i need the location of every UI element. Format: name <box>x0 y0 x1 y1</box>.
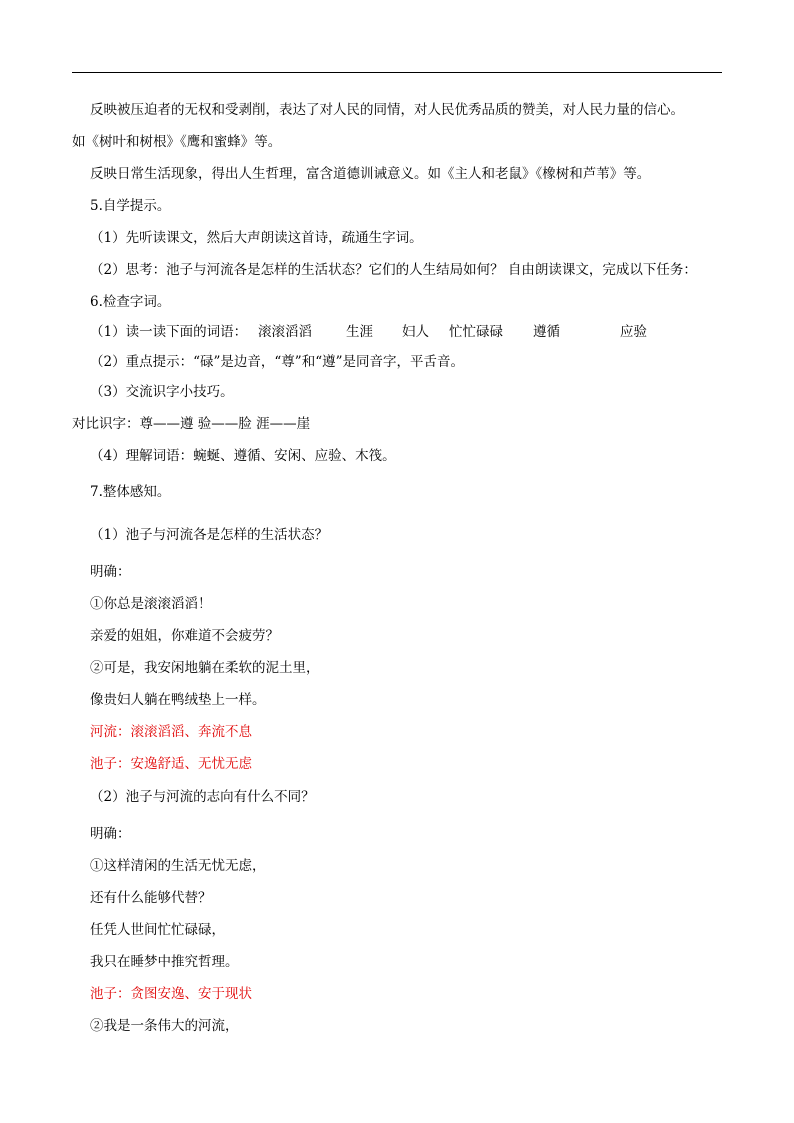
poem-line-7: 任凭人世间忙忙碌碌， <box>90 922 225 938</box>
question-1: （1）池子与河流各是怎样的生活状态？ <box>90 527 329 543</box>
poem-line-2: 亲爱的姐姐，你难道不会疲劳？ <box>90 628 279 644</box>
poem-line-8: 我只在睡梦中推究哲理。 <box>90 954 239 970</box>
vocab-word-1: 滚滚滔滔 <box>258 324 312 340</box>
character-comparison: 对比识字：尊——遵 验——脸 涯——崖 <box>72 416 311 432</box>
header-rule <box>72 72 722 73</box>
section-7-heading: 7.整体感知。 <box>90 484 171 500</box>
paragraph-oppressed-line-1: 反映被压迫者的无权和受剥削，表达了对人民的同情，对人民优秀品质的赞美，对人民力量的信心。 <box>90 102 684 118</box>
character-tips: （3）交流识字小技巧。 <box>90 384 234 400</box>
poem-line-4: 像贵妇人躺在鸭绒垫上一样。 <box>90 692 266 708</box>
pond-summary-2: 池子：贪图安逸、安于现状 <box>90 986 252 1002</box>
word-understanding: （4）理解词语：蜿蜒、遵循、安闲、应验、木筏。 <box>90 448 396 464</box>
answer-label-2: 明确： <box>90 826 131 842</box>
section-6-heading: 6.检查字词。 <box>90 294 171 310</box>
vocab-word-2: 生涯 <box>346 324 373 340</box>
section-5-heading: 5.自学提示。 <box>90 198 171 214</box>
question-2: （2）池子与河流的志向有什么不同？ <box>90 789 315 805</box>
poem-line-6: 还有什么能够代替？ <box>90 890 212 906</box>
vocab-word-5: 遵循 <box>533 324 560 340</box>
poem-line-1: ①你总是滚滚滔滔！ <box>90 596 212 612</box>
vocabulary-row <box>90 323 750 341</box>
pond-summary-1: 池子：安逸舒适、无忧无虑 <box>90 756 252 772</box>
paragraph-oppressed-line-2: 如《树叶和树根》《鹰和蜜蜂》等。 <box>72 134 282 150</box>
poem-line-5: ①这样清闲的生活无忧无虑， <box>90 858 266 874</box>
vocab-word-4: 忙忙碌碌 <box>449 324 503 340</box>
vocab-word-6: 应验 <box>620 324 647 340</box>
key-pronunciation-tip: （2）重点提示：“碌”是边音，“尊”和“遵”是同音字，平舌音。 <box>90 354 464 370</box>
self-study-tip-2: （2）思考：池子与河流各是怎样的生活状态？它们的人生结局如何？ 自由朗读课文，完成以下任务： <box>90 262 697 278</box>
self-study-tip-1: （1）先听读课文，然后大声朗读这首诗，疏通生字词。 <box>90 230 423 246</box>
vocab-word-3: 妇人 <box>402 324 429 340</box>
poem-line-9: ②我是一条伟大的河流， <box>90 1018 239 1034</box>
vocabulary-label: （1）读一读下面的词语： <box>90 324 248 340</box>
poem-line-3: ②可是，我安闲地躺在柔软的泥土里， <box>90 660 320 676</box>
river-summary: 河流：滚滚滔滔、奔流不息 <box>90 724 252 740</box>
paragraph-daily-life: 反映日常生活现象，得出人生哲理，富含道德训诫意义。如《主人和老鼠》《橡树和芦苇》等。 <box>90 166 651 182</box>
answer-label-1: 明确： <box>90 564 131 580</box>
